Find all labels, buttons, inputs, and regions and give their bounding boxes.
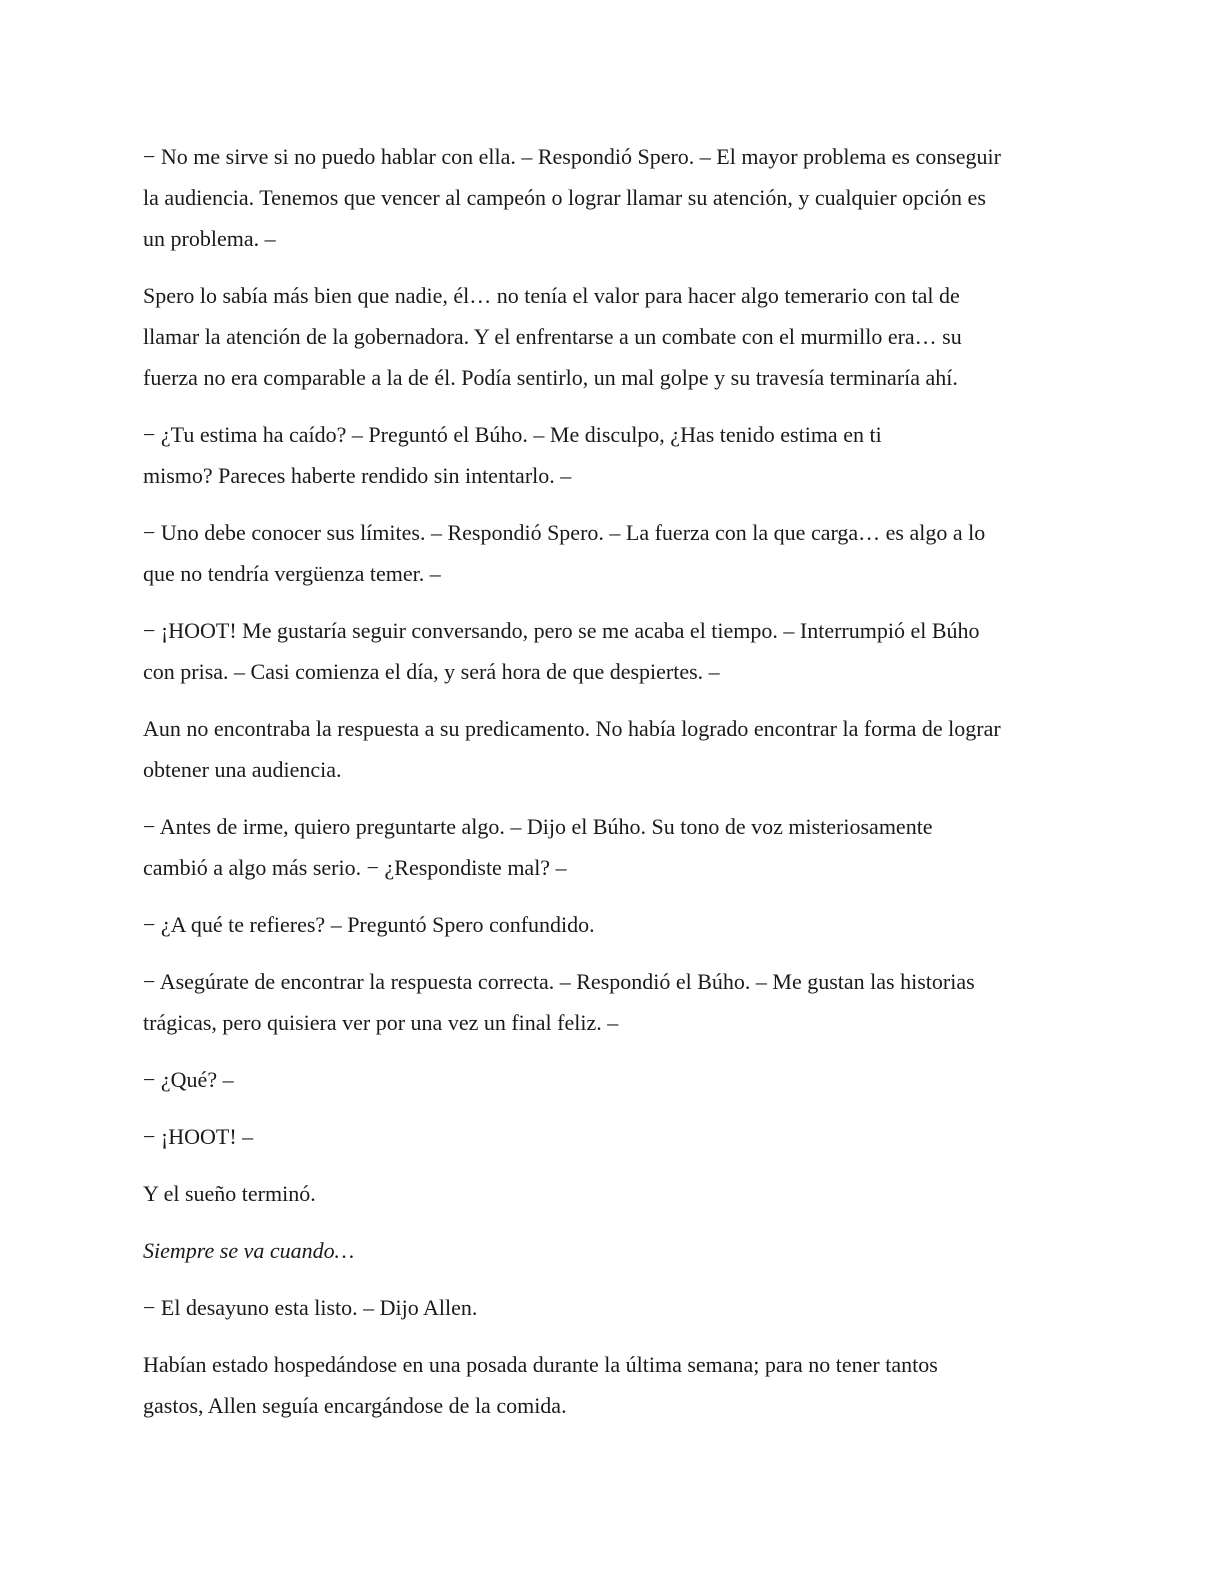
- text-line: − ¿Qué? –: [143, 1067, 234, 1092]
- paragraph-1: [143, 136, 1083, 259]
- text-line: − Uno debe conocer sus límites. – Respondió Spero. – La fuerza con la que carga… es algo a lo: [143, 520, 986, 545]
- text-line: Spero lo sabía más bien que nadie, él… no tenía el valor para hacer algo temerario con tal de: [143, 283, 960, 308]
- text-line: fuerza no era comparable a la de él. Podía sentirlo, un mal golpe y su travesía terminaría ahí.: [143, 365, 958, 390]
- paragraph-8: [143, 904, 1083, 945]
- paragraph-15: [143, 1344, 1083, 1426]
- paragraph-13-italic-thought: [143, 1230, 1083, 1271]
- text-line: Y el sueño terminó.: [143, 1181, 316, 1206]
- paragraph-2: [143, 275, 1083, 398]
- text-line: Habían estado hospedándose en una posada durante la última semana; para no tener tantos: [143, 1352, 938, 1377]
- paragraph-3: [143, 414, 1083, 496]
- paragraph-6: [143, 708, 1083, 790]
- text-line: obtener una audiencia.: [143, 757, 342, 782]
- text-line: − ¡HOOT! Me gustaría seguir conversando, pero se me acaba el tiempo. – Interrumpió el Búho: [143, 618, 980, 643]
- text-line: Siempre se va cuando…: [143, 1238, 355, 1263]
- paragraph-4: [143, 512, 1083, 594]
- paragraph-14: [143, 1287, 1083, 1328]
- text-line: llamar la atención de la gobernadora. Y el enfrentarse a un combate con el murmillo era… su: [143, 324, 962, 349]
- text-line: − El desayuno esta listo. – Dijo Allen.: [143, 1295, 478, 1320]
- text-line: que no tendría vergüenza temer. –: [143, 561, 441, 586]
- text-line: − ¡HOOT! –: [143, 1124, 254, 1149]
- text-line: − No me sirve si no puedo hablar con ella. – Respondió Spero. – El mayor problema es conseguir: [143, 144, 1001, 169]
- text-line: − ¿A qué te refieres? – Preguntó Spero confundido.: [143, 912, 595, 937]
- text-line: Aun no encontraba la respuesta a su predicamento. No había logrado encontrar la forma de lograr: [143, 716, 1001, 741]
- text-line: − ¿Tu estima ha caído? – Preguntó el Búho. – Me disculpo, ¿Has tenido estima en ti: [143, 422, 882, 447]
- text-line: gastos, Allen seguía encargándose de la comida.: [143, 1393, 567, 1418]
- paragraph-11: [143, 1116, 1083, 1157]
- paragraph-7: [143, 806, 1083, 888]
- document-page: [143, 136, 1083, 1442]
- paragraph-10: [143, 1059, 1083, 1100]
- text-line: trágicas, pero quisiera ver por una vez un final feliz. –: [143, 1010, 619, 1035]
- text-line: − Asegúrate de encontrar la respuesta correcta. – Respondió el Búho. – Me gustan las historias: [143, 969, 975, 994]
- text-line: mismo? Pareces haberte rendido sin intentarlo. –: [143, 463, 572, 488]
- text-line: − Antes de irme, quiero preguntarte algo. – Dijo el Búho. Su tono de voz misteriosamente: [143, 814, 933, 839]
- text-line: cambió a algo más serio. − ¿Respondiste mal? –: [143, 855, 567, 880]
- text-line: un problema. –: [143, 226, 276, 251]
- paragraph-9: [143, 961, 1083, 1043]
- text-line: la audiencia. Tenemos que vencer al campeón o lograr llamar su atención, y cualquier opción es: [143, 185, 986, 210]
- text-line: con prisa. – Casi comienza el día, y será hora de que despiertes. –: [143, 659, 720, 684]
- paragraph-5: [143, 610, 1083, 692]
- paragraph-12: [143, 1173, 1083, 1214]
